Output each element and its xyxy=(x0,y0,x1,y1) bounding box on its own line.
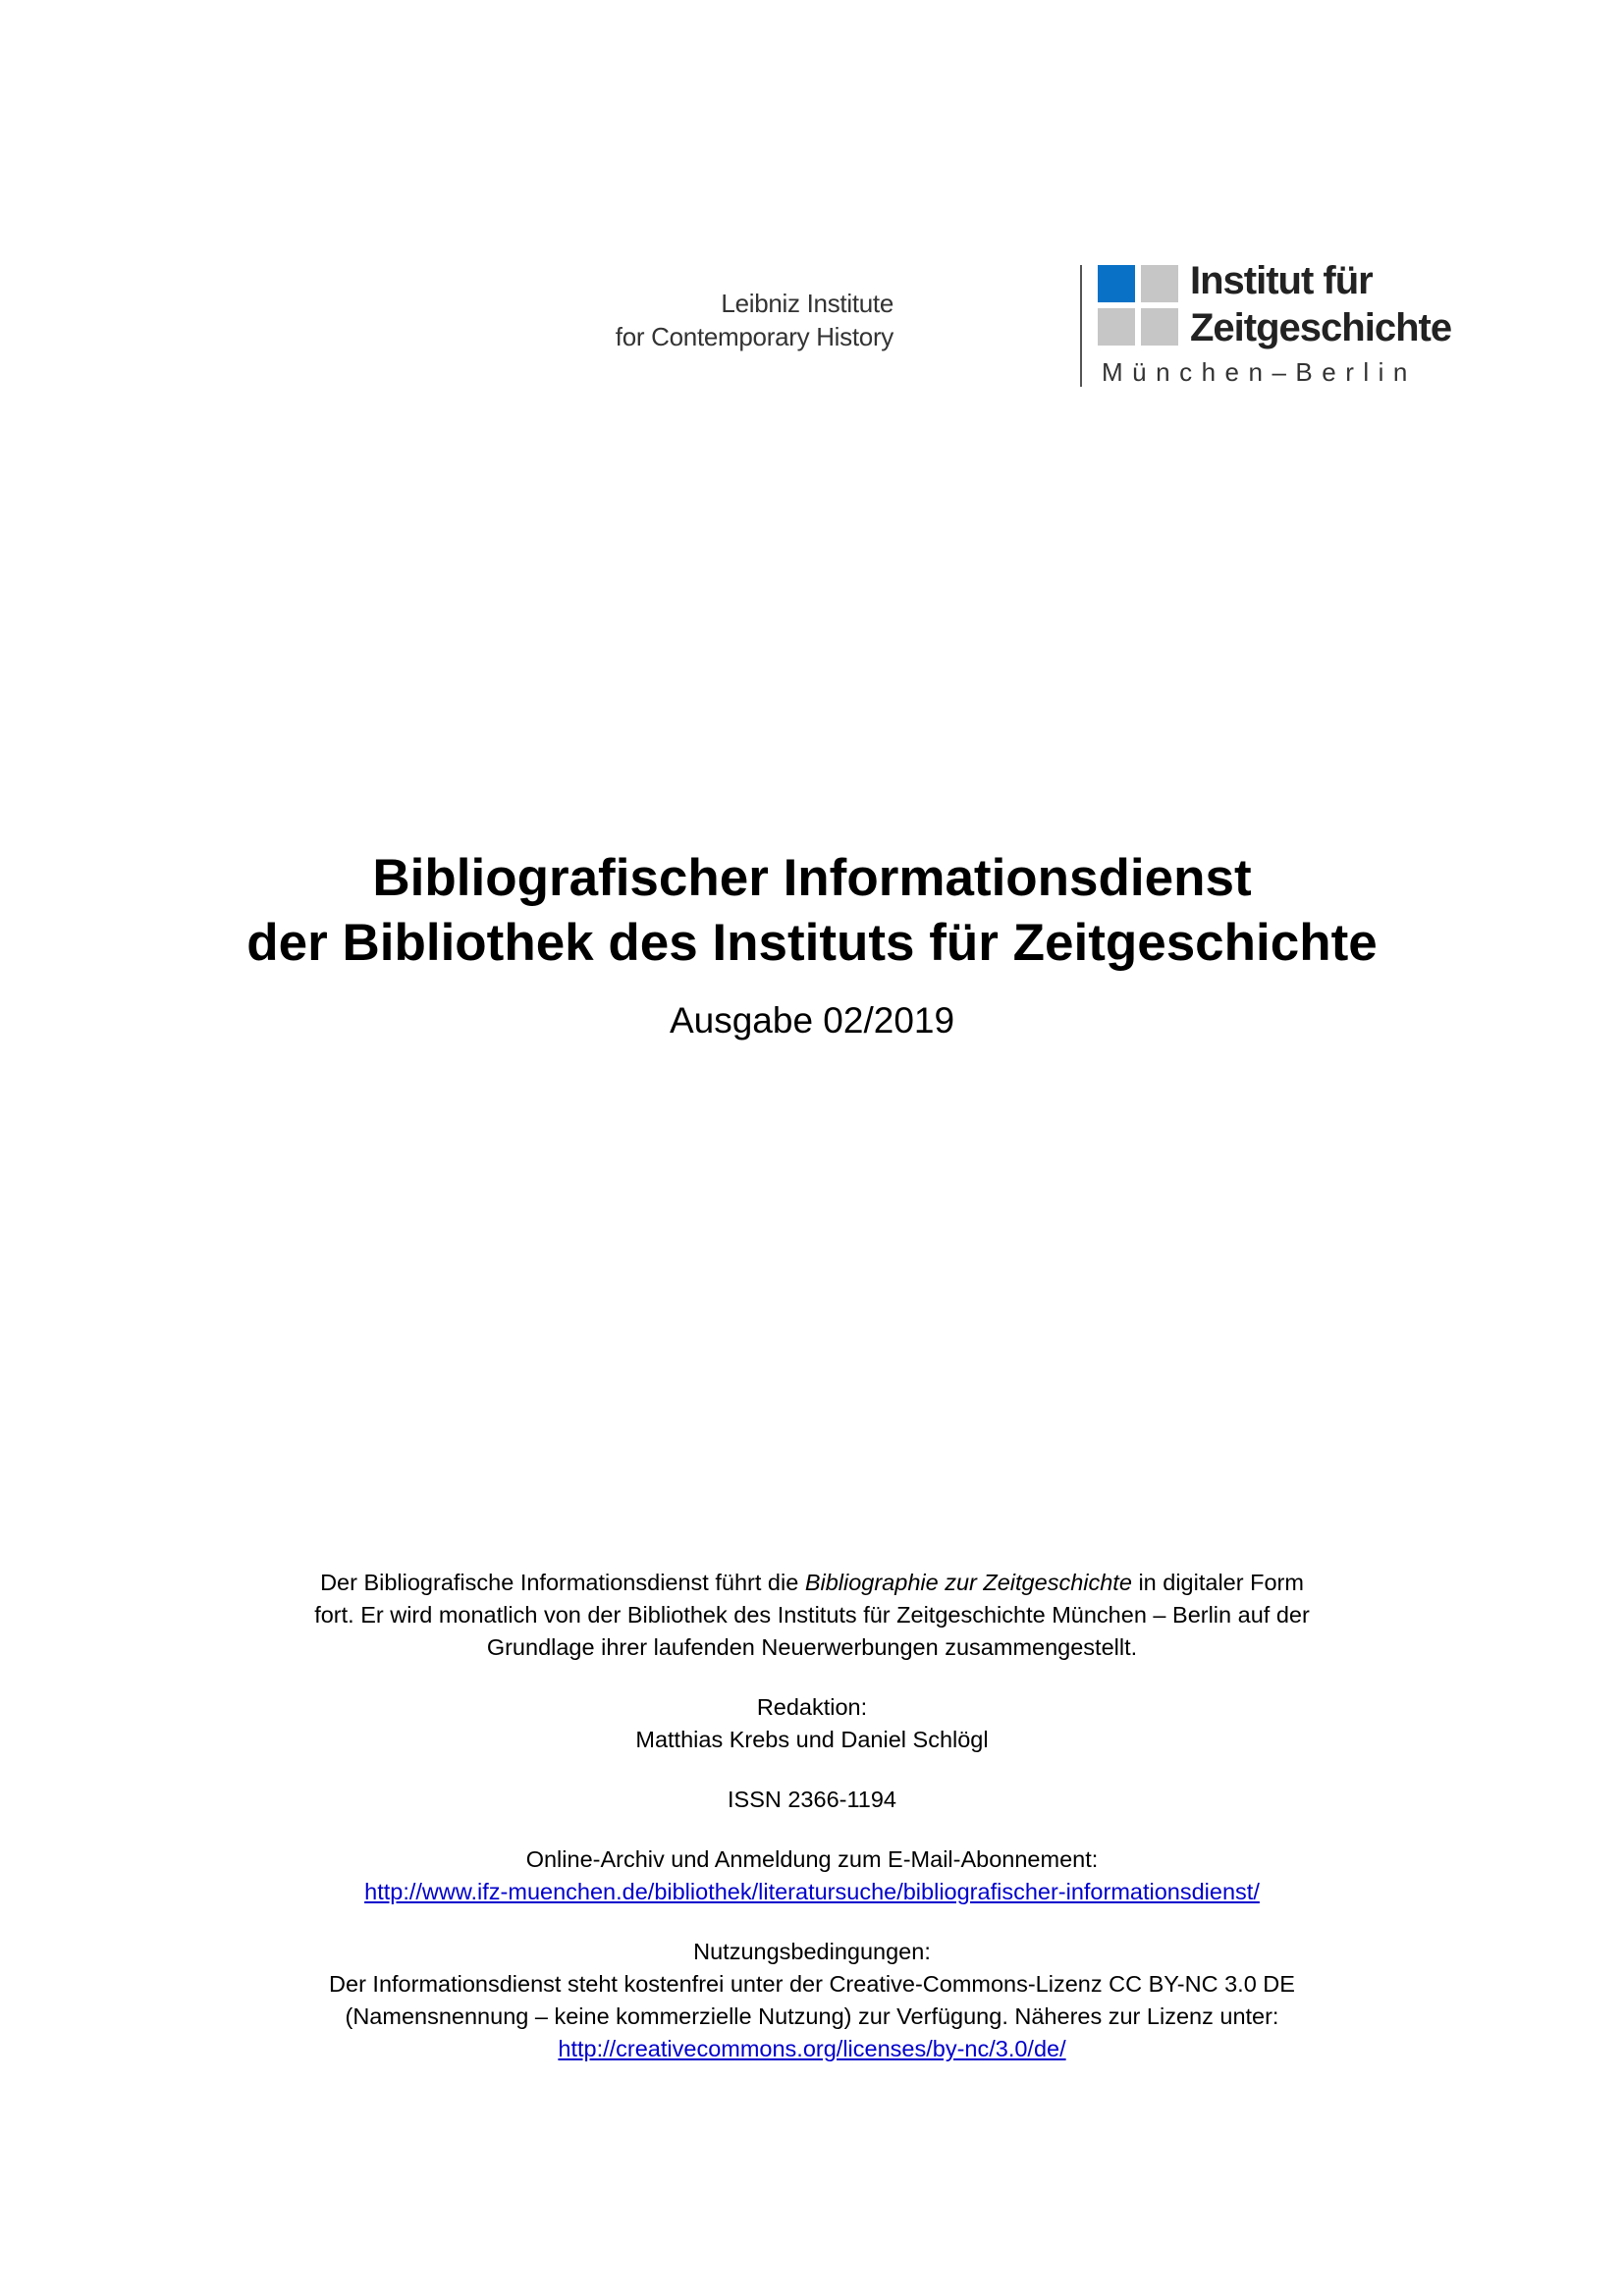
intro-line2: fort. Er wird monatlich von der Bibliothek des Instituts für Zeitgeschichte München – Berlin auf der xyxy=(314,1602,1310,1628)
intro-line1-after: in digitaler Form xyxy=(1131,1570,1304,1595)
license-line1: Der Informationsdienst steht kostenfrei unter der Creative-Commons-Lizenz CC BY-NC 3.0 DE xyxy=(329,1971,1295,1997)
logo-square-grey xyxy=(1141,308,1178,346)
license-link[interactable]: http://creativecommons.org/licenses/by-nc/3.0/de/ xyxy=(558,2036,1066,2061)
logo-name-line1: Institut für xyxy=(1190,259,1373,302)
issn: ISSN 2366-1194 xyxy=(727,1787,897,1812)
logo-square-grey xyxy=(1141,265,1178,302)
logo-institute-name xyxy=(1190,257,1451,351)
intro-paragraph xyxy=(0,1567,1624,1664)
logo-english-name xyxy=(616,287,893,353)
license-label: Nutzungsbedingungen: xyxy=(693,1939,931,1964)
title-block xyxy=(0,846,1624,1042)
document-title-line2: der Bibliothek des Instituts für Zeitgeschichte xyxy=(246,914,1378,972)
issue-number: Ausgabe 02/2019 xyxy=(669,1000,955,1041)
license-line2: (Namensnennung – keine kommerzielle Nutzung) zur Verfügung. Näheres zur Lizenz unter: xyxy=(345,2003,1279,2029)
intro-line3: Grundlage ihrer laufenden Neuerwerbungen zusammengestellt. xyxy=(486,1634,1138,1660)
logo-square-blue xyxy=(1098,265,1135,302)
logo-city: München–Berlin xyxy=(1102,357,1417,387)
bibliography-title: Bibliographie zur Zeitgeschichte xyxy=(804,1570,1132,1595)
issn-paragraph xyxy=(0,1784,1624,1816)
archive-link[interactable]: http://www.ifz-muenchen.de/bibliothek/literatursuche/bibliografischer-informationsdienst/ xyxy=(364,1879,1260,1904)
intro-line1-before: Der Bibliografische Informationsdienst führt die xyxy=(320,1570,805,1595)
logo-name-line2: Zeitgeschichte xyxy=(1190,306,1452,349)
logo-english-line2: for Contemporary History xyxy=(615,322,893,351)
info-block xyxy=(0,1567,1624,2093)
editors-names: Matthias Krebs und Daniel Schlögl xyxy=(635,1727,989,1752)
editors-label: Redaktion: xyxy=(756,1694,868,1720)
logo-square-grey xyxy=(1098,308,1135,346)
intro-line1 xyxy=(0,1567,1624,1599)
document-title-line1: Bibliografischer Informationsdienst xyxy=(372,849,1252,907)
logo-divider xyxy=(1080,265,1082,387)
archive-label: Online-Archiv und Anmeldung zum E-Mail-Abonnement: xyxy=(525,1846,1099,1872)
archive-paragraph xyxy=(0,1843,1624,1908)
license-paragraph xyxy=(0,1936,1624,2065)
logo-squares-icon xyxy=(1098,265,1178,346)
institute-logo xyxy=(615,257,1452,395)
editors-paragraph xyxy=(0,1691,1624,1756)
logo-english-line1: Leibniz Institute xyxy=(721,289,893,318)
